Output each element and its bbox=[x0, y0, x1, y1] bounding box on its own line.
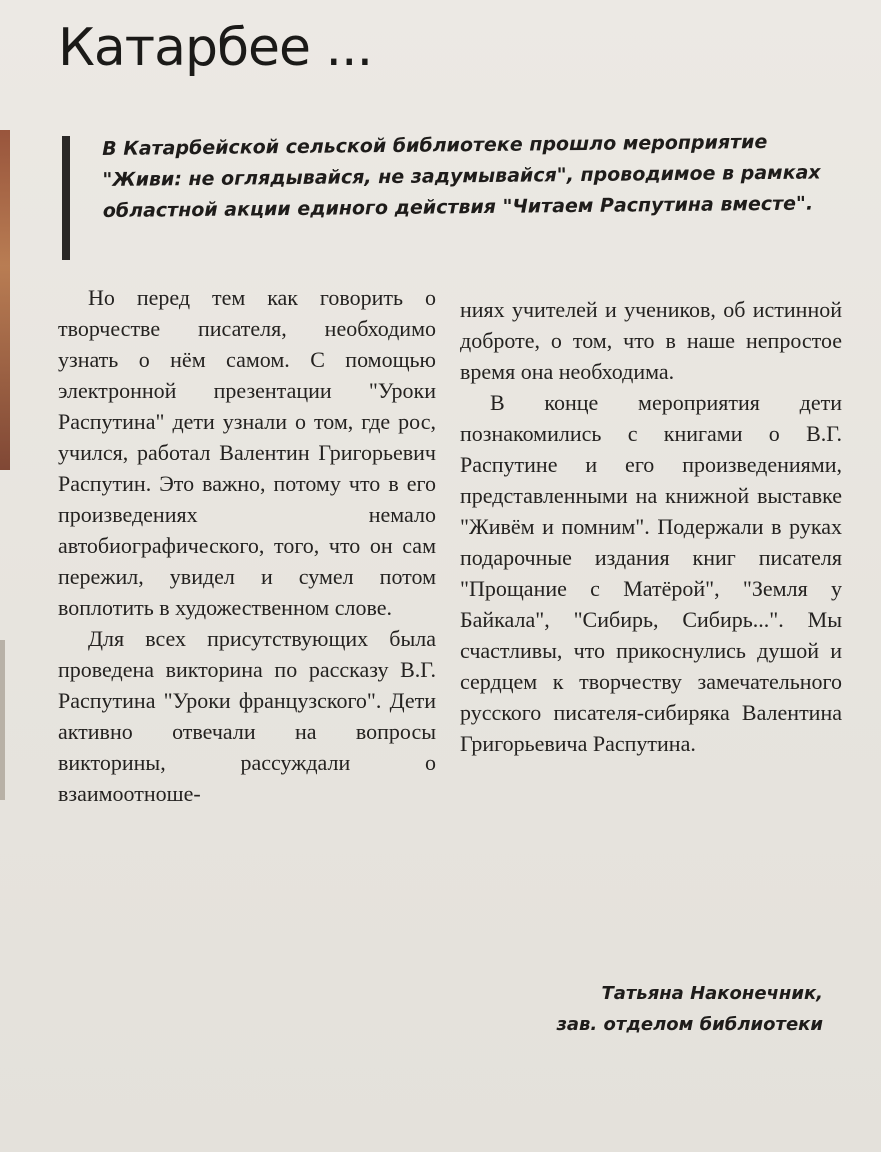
article-lead: В Катарбейской сельской библиотеке прошло мероприятие "Живи: не оглядывайся, не задумывайся", проводимое в рамках областной акции единого действия "Читаем Распутина вместе". bbox=[102, 131, 821, 222]
author-position: зав. отделом библиотеки bbox=[556, 1014, 823, 1035]
author-name: Татьяна Наконечник, bbox=[601, 983, 823, 1004]
article-column-right bbox=[460, 294, 842, 759]
adjacent-page-edge bbox=[0, 130, 10, 470]
paragraph: В конце мероприятия дети познакомились с книгами о В.Г. Распутине и его произведениями, представленными на книжной выставке "Живём и помним". Подержали в руках подарочные издания книг писателя "Прощание с Матёрой", "Земля у Байкала", "Сибирь, Сибирь...". Мы счастливы, что прикоснулись душой и сердцем к творчеству замечательного русского писателя-сибиряка Валентина Григорьевича Распутина. bbox=[460, 390, 842, 756]
adjacent-page-edge-lower bbox=[0, 640, 5, 800]
paragraph: ниях учителей и учеников, об истинной доброте, о том, что в наше непростое время она необходима. bbox=[460, 297, 842, 384]
article-column-left bbox=[58, 282, 436, 809]
paragraph: Но перед тем как говорить о творчестве писателя, необходимо узнать о нём самом. С помощью электронной презентации "Уроки Распутина" дети узнали о том, где рос, учился, работал Валентин Григорьевич Распутин. Это важно, потому что в его произведениях немало автобиографического, того, что он сам пережил, увидел и сумел потом воплотить в художественном слове. bbox=[58, 285, 436, 620]
paragraph: Для всех присутствующих была проведена викторина по рассказу В.Г. Распутина "Уроки французского". Дети активно отвечали на вопросы викторины, рассуждали о взаимоотноше- bbox=[58, 626, 436, 806]
lead-accent-bar bbox=[62, 136, 70, 260]
article-headline: Катарбее ... bbox=[58, 18, 373, 78]
author-signature bbox=[403, 978, 823, 1040]
